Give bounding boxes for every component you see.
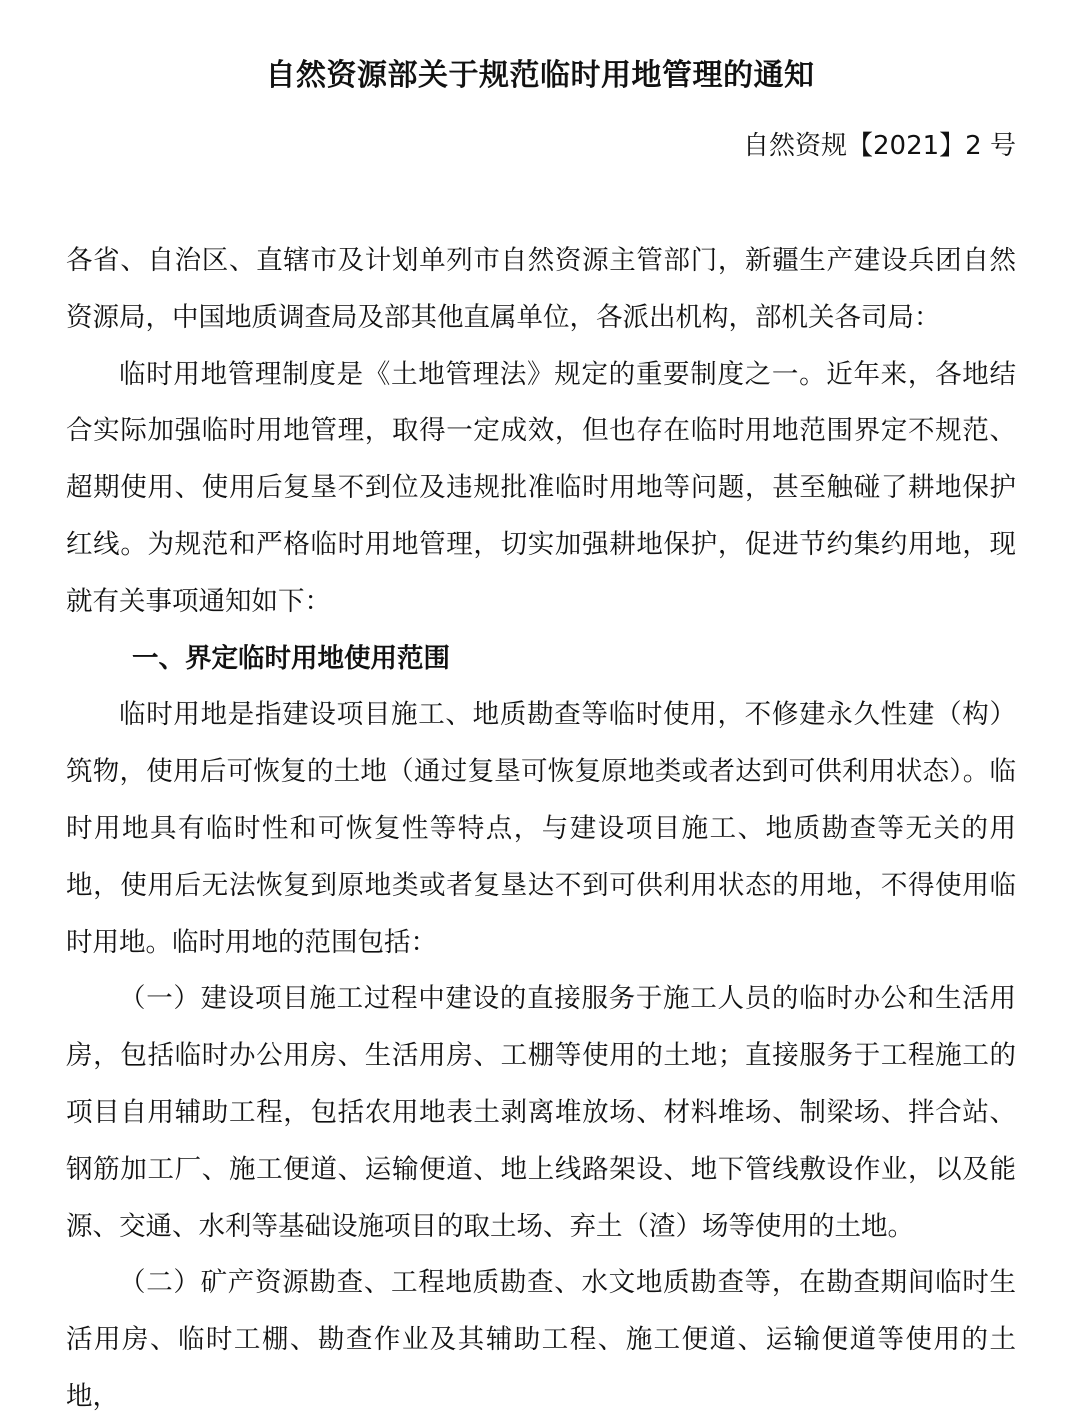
- intro-paragraph: 临时用地管理制度是《土地管理法》规定的重要制度之一。近年来，各地结合实际加强临时用地管理，取得一定成效，但也存在临时用地范围界定不规范、超期使用、使用后复垦不到位及违规批准临时用地等问题，甚至触碰了耕地保护红线。为规范和严格临时用地管理，切实加强耕地保护，促进节约集约用地，现就有关事项通知如下：: [66, 358, 1016, 617]
- list-item-1: （一）建设项目施工过程中建设的直接服务于施工人员的临时办公和生活用房，包括临时办公用房、生活用房、工棚等使用的土地；直接服务于工程施工的项目自用辅助工程，包括农用地表土剥离堆放场、材料堆场、制梁场、拌合站、钢筋加工厂、施工便道、运输便道、地上线路架设、地下管线敷设作业，以及能源、交通、水利等基础设施项目的取土场、弃土（渣）场等使用的土地。: [66, 983, 1016, 1242]
- salutation-paragraph: 各省、自治区、直辖市及计划单列市自然资源主管部门，新疆生产建设兵团自然资源局，中国地质调查局及部其他直属单位，各派出机构，部机关各司局：: [66, 245, 1016, 333]
- document-title: 自然资源部关于规范临时用地管理的通知: [265, 58, 815, 93]
- document-number: 自然资规【2021】2 号: [743, 131, 1016, 161]
- section-1-paragraph: 临时用地是指建设项目施工、地质勘查等临时使用，不修建永久性建（构）筑物，使用后可恢复的土地（通过复垦可恢复原地类或者达到可供利用状态）。临时用地具有临时性和可恢复性等特点，与建设项目施工、地质勘查等无关的用地，使用后无法恢复到原地类或者复垦达不到可供利用状态的用地，不得使用临时用地。临时用地的范围包括：: [66, 699, 1016, 958]
- list-item-2: （二）矿产资源勘查、工程地质勘查、水文地质勘查等，在勘查期间临时生活用房、临时工棚、勘查作业及其辅助工程、施工便道、运输便道等使用的土地，: [66, 1267, 1016, 1412]
- document-body: [66, 233, 1016, 1426]
- section-heading-1: 一、界定临时用地使用范围: [132, 642, 450, 674]
